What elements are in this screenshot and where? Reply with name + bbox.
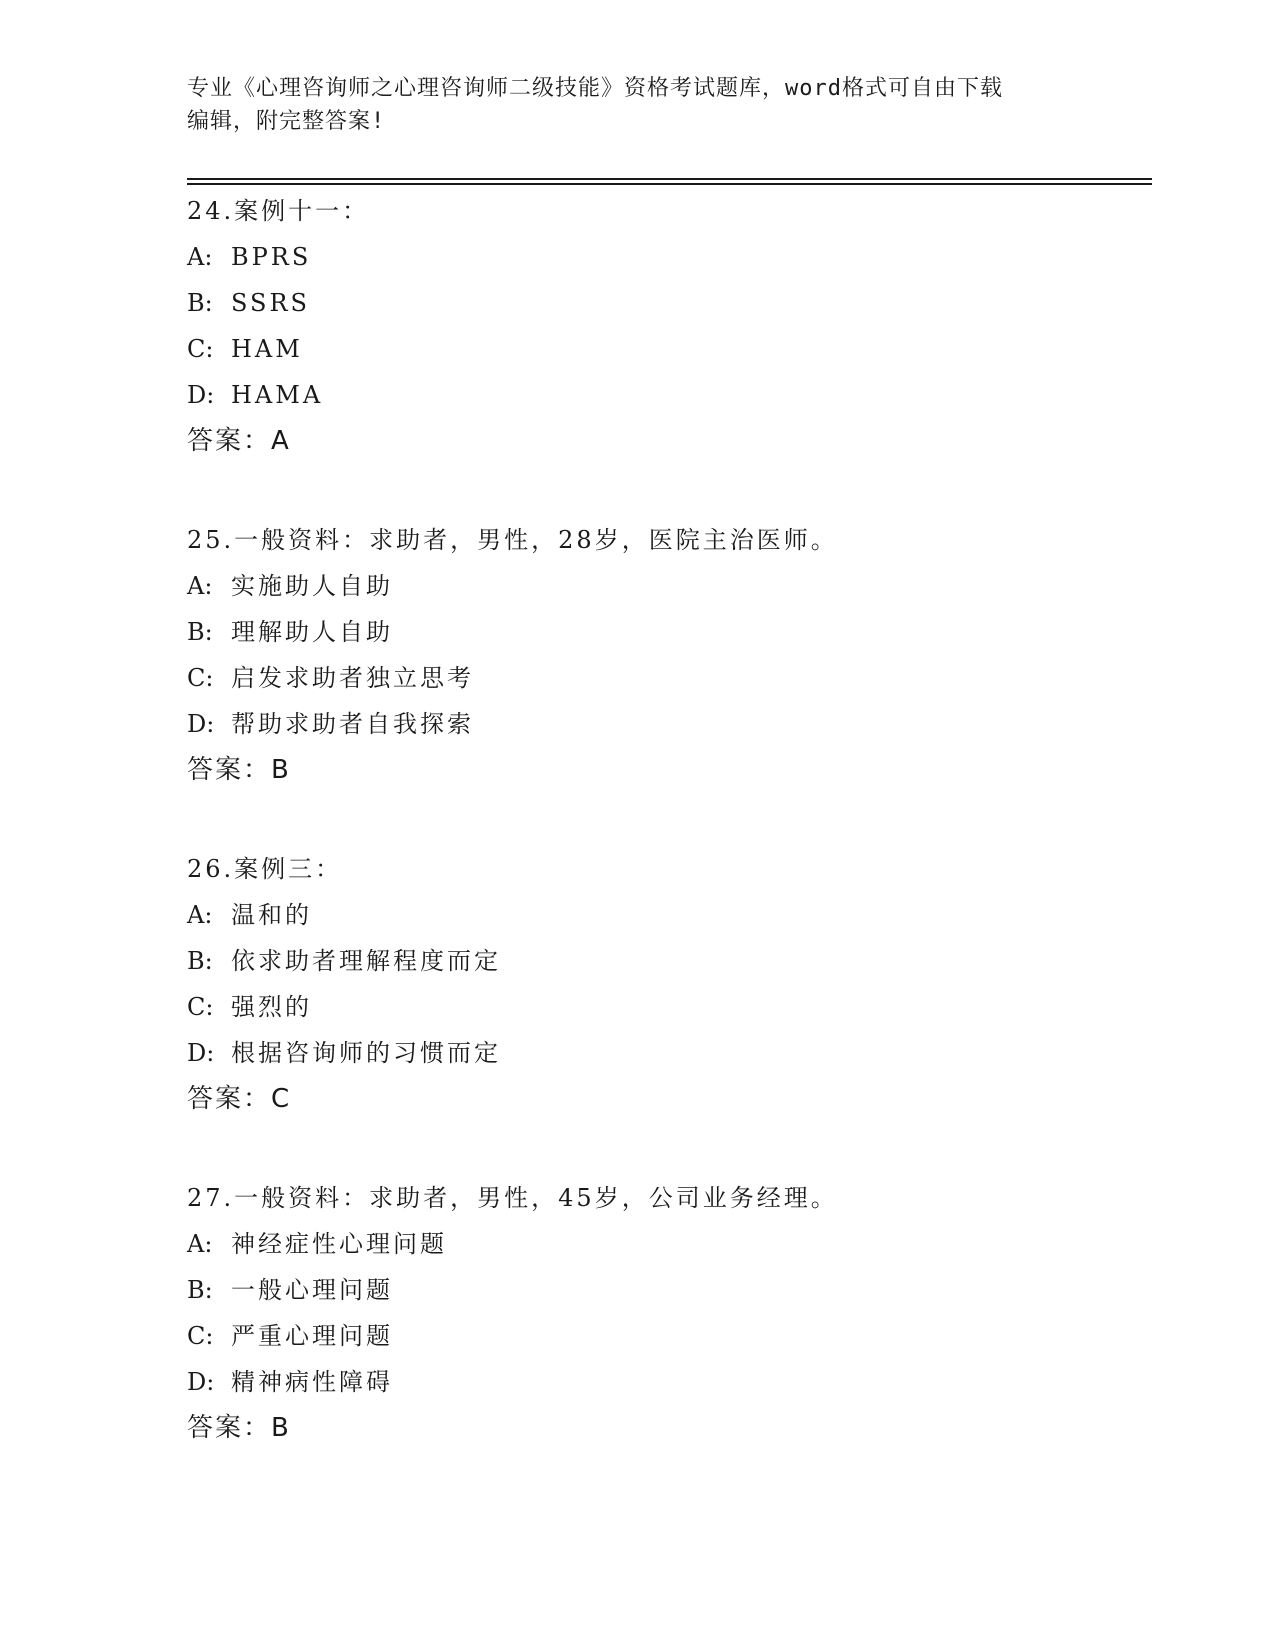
option-letter: C: xyxy=(187,993,214,1021)
option-text: 精神病性障碍 xyxy=(231,1368,393,1396)
answer-line: 答案：B xyxy=(187,755,291,785)
option-d xyxy=(187,372,1167,418)
option-b xyxy=(187,280,1167,326)
option-c xyxy=(187,984,1167,1030)
option-text: 启发求助者独立思考 xyxy=(231,664,474,692)
question-27 xyxy=(187,1175,1167,1451)
option-letter: B: xyxy=(187,947,213,975)
option-text: 温和的 xyxy=(231,901,312,929)
option-letter: C: xyxy=(187,664,214,692)
option-letter: C: xyxy=(187,1322,214,1350)
option-text: 帮助求助者自我探索 xyxy=(231,710,474,738)
option-b xyxy=(187,938,1167,984)
header-divider-top xyxy=(187,178,1152,180)
question-24 xyxy=(187,188,1167,464)
option-b xyxy=(187,1267,1167,1313)
question-stem: 24.案例十一： xyxy=(187,197,370,225)
option-text: HAM xyxy=(231,335,303,363)
option-letter: D: xyxy=(187,381,215,409)
option-text: SSRS xyxy=(231,289,310,317)
option-letter: B: xyxy=(187,289,213,317)
option-letter: A: xyxy=(187,572,213,600)
option-d xyxy=(187,1030,1167,1076)
question-stem: 26.案例三： xyxy=(187,855,343,883)
option-letter: B: xyxy=(187,618,213,646)
option-a xyxy=(187,892,1167,938)
option-letter: A: xyxy=(187,1230,213,1258)
answer-line: 答案：C xyxy=(187,1084,292,1114)
option-letter: A: xyxy=(187,901,213,929)
document-header xyxy=(187,72,1087,138)
option-letter: D: xyxy=(187,1368,215,1396)
option-text: 依求助者理解程度而定 xyxy=(231,947,501,975)
option-letter: A: xyxy=(187,243,213,271)
option-text: 神经症性心理问题 xyxy=(231,1230,447,1258)
option-b xyxy=(187,609,1167,655)
option-text: 根据咨询师的习惯而定 xyxy=(231,1039,501,1067)
option-text: BPRS xyxy=(231,243,312,271)
option-text: 实施助人自助 xyxy=(231,572,393,600)
option-a xyxy=(187,563,1167,609)
question-stem: 25.一般资料：求助者，男性，28岁，医院主治医师。 xyxy=(187,526,838,554)
option-a xyxy=(187,1221,1167,1267)
option-text: 严重心理问题 xyxy=(231,1322,393,1350)
option-letter: C: xyxy=(187,335,214,363)
option-letter: D: xyxy=(187,1039,215,1067)
option-c xyxy=(187,1313,1167,1359)
header-divider-bottom xyxy=(187,183,1152,185)
question-list xyxy=(187,188,1167,1504)
option-c xyxy=(187,326,1167,372)
option-a xyxy=(187,234,1167,280)
header-line-2: 编辑，附完整答案! xyxy=(187,109,386,134)
answer-line: 答案：B xyxy=(187,1413,291,1443)
question-stem: 27.一般资料：求助者，男性，45岁，公司业务经理。 xyxy=(187,1184,838,1212)
question-26 xyxy=(187,846,1167,1122)
option-text: HAMA xyxy=(231,381,324,409)
option-c xyxy=(187,655,1167,701)
option-text: 强烈的 xyxy=(231,993,312,1021)
header-line-1: 专业《心理咨询师之心理咨询师二级技能》资格考试题库，word格式可自由下载 xyxy=(187,76,1003,101)
option-d xyxy=(187,701,1167,747)
option-letter: D: xyxy=(187,710,215,738)
answer-line: 答案：A xyxy=(187,426,291,456)
question-25 xyxy=(187,517,1167,793)
option-text: 一般心理问题 xyxy=(231,1276,393,1304)
option-text: 理解助人自助 xyxy=(231,618,393,646)
option-d xyxy=(187,1359,1167,1405)
option-letter: B: xyxy=(187,1276,213,1304)
